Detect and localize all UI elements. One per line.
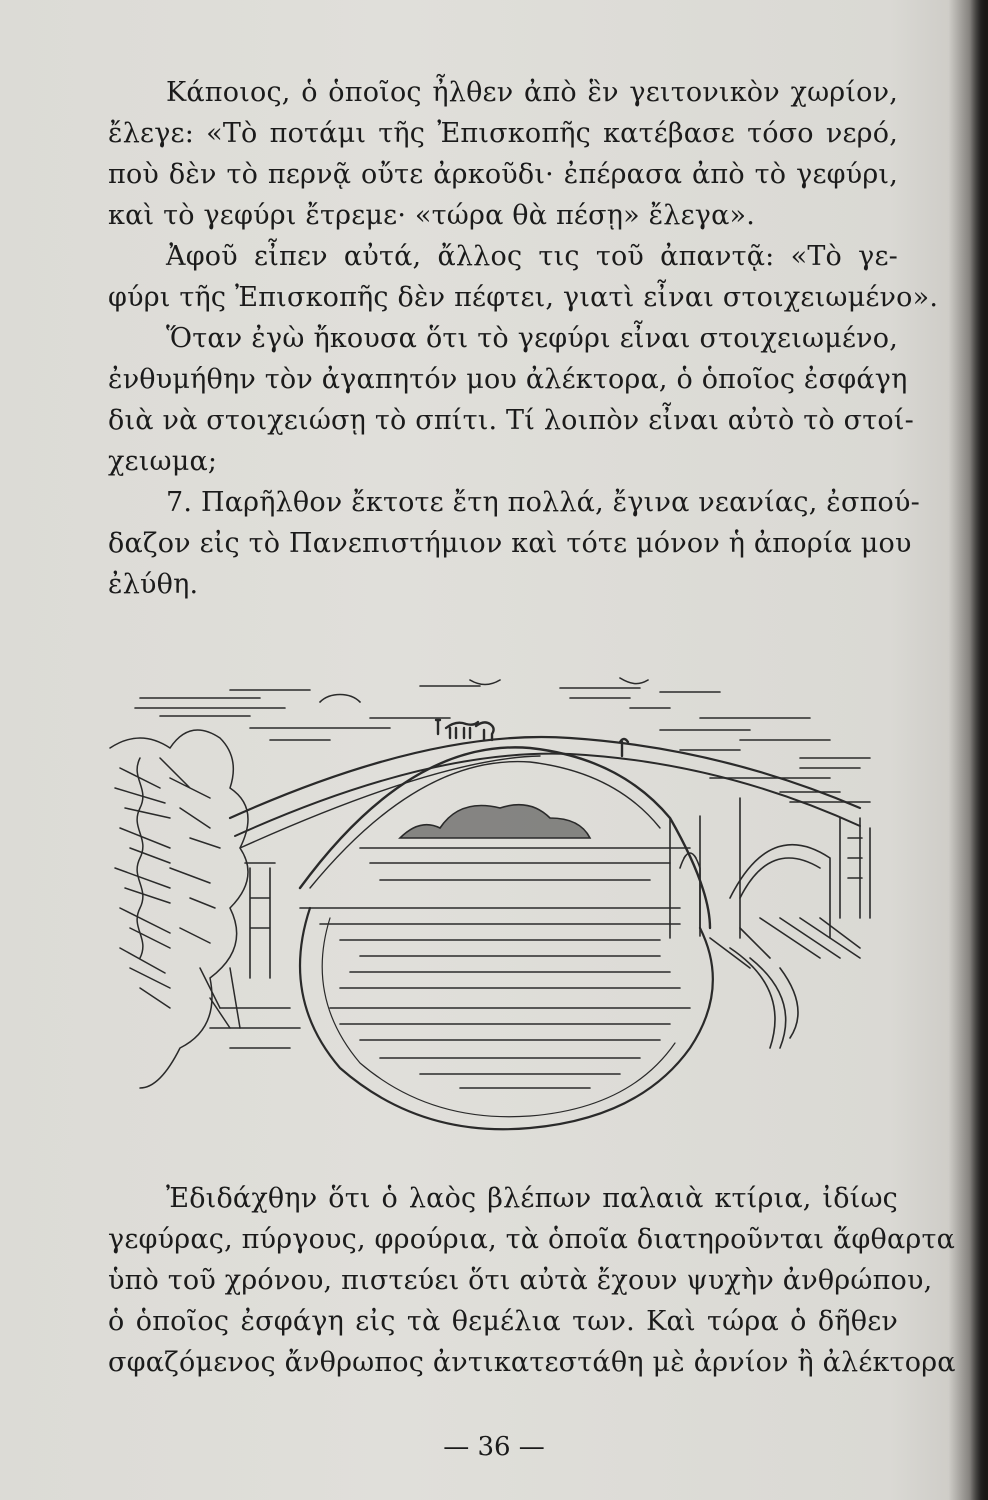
text-line: ὑπὸ τοῦ χρόνου, πιστεύει ὅτι αὐτὰ ἔχουν ψυχὴν ἀνθρώπου, <box>108 1265 933 1296</box>
page-edge-shadow <box>970 0 988 1500</box>
text-line: χειωμα; <box>108 446 218 477</box>
bridge-illustration <box>100 668 900 1148</box>
text-line: ποὺ δὲν τὸ περνᾷ οὔτε ἀρκοῦδι· ἐπέρασα ἀπὸ τὸ γεφύρι, <box>108 159 898 190</box>
text-line: ἐλύθη. <box>108 569 199 600</box>
top-text-block <box>108 72 939 605</box>
text-line: δαζον εἰς τὸ Πανεπιστήμιον καὶ τότε μόνον ἡ ἀπορία μου <box>108 528 912 559</box>
text-line: Ἐδιδάχθην ὅτι ὁ λαὸς βλέπων παλαιὰ κτίρια, ἰδίως <box>166 1183 898 1214</box>
text-line: σφαζόμενος ἄνθρωπος ἀντικατεστάθη μὲ ἀρνίον ἢ ἀλέκτορα <box>108 1347 956 1378</box>
page-number: — 36 — <box>443 1432 545 1462</box>
text-line: Ἀφοῦ εἶπεν αὐτά, ἄλλος τις τοῦ ἀπαντᾷ: «Τὸ γε- <box>166 241 898 272</box>
text-line: γεφύρας, πύργους, φρούρια, τὰ ὁποῖα διατηροῦνται ἄφθαρτα <box>108 1224 956 1255</box>
text-line: φύρι τῆς Ἐπισκοπῆς δὲν πέφτει, γιατὶ εἶναι στοιχειωμένο». <box>108 282 939 313</box>
text-line: διὰ νὰ στοιχειώσῃ τὸ σπίτι. Τί λοιπὸν εἶναι αὐτὸ τὸ στοί- <box>108 405 914 436</box>
text-line: ὁ ὁποῖος ἐσφάγη εἰς τὰ θεμέλια των. Καὶ τώρα ὁ δῆθεν <box>108 1306 898 1337</box>
text-line: ἔλεγε: «Τὸ ποτάμι τῆς Ἐπισκοπῆς κατέβασε τόσο νερό, <box>108 118 898 149</box>
bottom-text-block <box>108 1178 956 1383</box>
text-line: 7. Παρῆλθον ἔκτοτε ἔτη πολλά, ἔγινα νεανίας, ἐσπού- <box>166 487 920 518</box>
text-line: Κάποιος, ὁ ὁποῖος ἦλθεν ἀπὸ ἓν γειτονικὸν χωρίον, <box>166 77 898 108</box>
text-line: ἐνθυμήθην τὸν ἀγαπητόν μου ἀλέκτορα, ὁ ὁποῖος ἐσφάγη <box>108 364 908 395</box>
text-line: καὶ τὸ γεφύρι ἔτρεμε· «τώρα θὰ πέσῃ» ἔλεγα». <box>108 200 756 231</box>
text-line: Ὅταν ἐγὼ ἤκουσα ὅτι τὸ γεφύρι εἶναι στοιχειωμένο, <box>166 323 898 354</box>
